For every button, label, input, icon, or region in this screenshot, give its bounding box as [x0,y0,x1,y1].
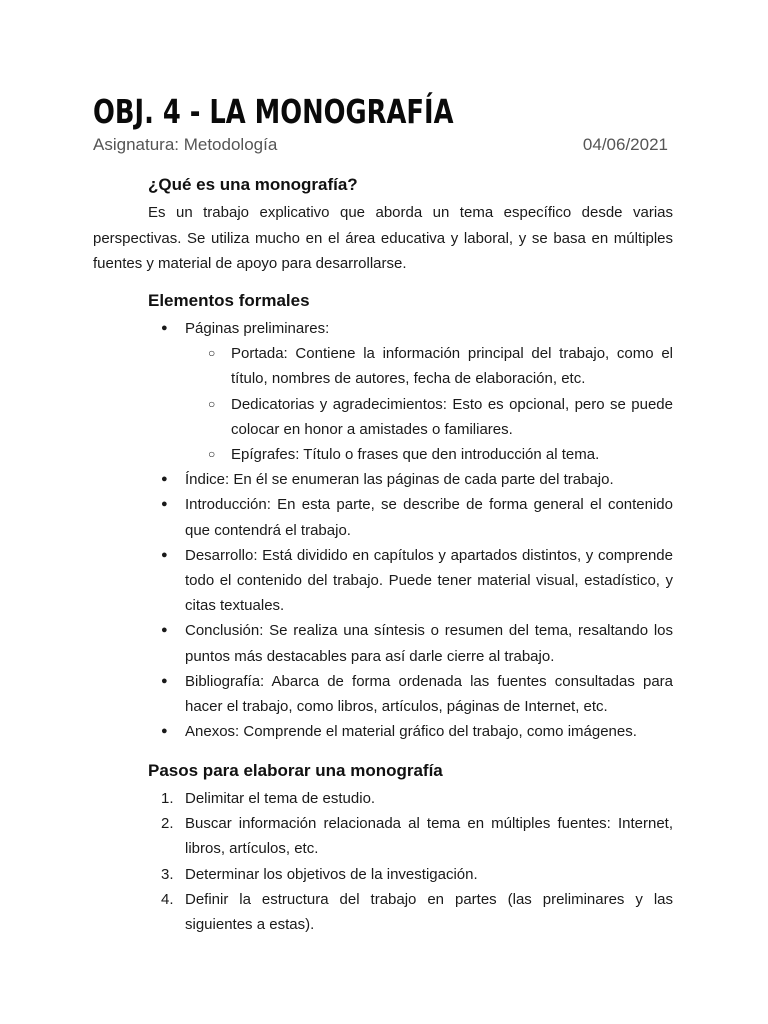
list-item-text: Introducción: En esta parte, se describe de forma general el contenido que contendrá el trabajo. [185,496,673,539]
sublist-item [208,341,673,391]
document-date: 04/06/2021 [582,135,668,154]
step-number: 2. [161,815,174,833]
document-title: OBJ. 4 - LA MONOGRAFÍA [93,92,454,131]
bullet-icon: ● [161,548,168,561]
preliminary-pages-sublist [208,341,673,467]
list-item-text: Conclusión: Se realiza una síntesis o resumen del tema, resaltando los puntos más destacables para así darle cierre al trabajo. [185,622,673,665]
list-item [148,467,673,492]
sublist-item [208,442,673,467]
sublist-item-text: Portada: Contiene la información principal del trabajo, como el título, nombres de autores, fecha de elaboración, etc. [231,345,673,388]
list-item [148,719,673,744]
step-item [148,786,673,811]
list-item-text: Bibliografía: Abarca de forma ordenada las fuentes consultadas para hacer el trabajo, como libros, artículos, páginas de Internet, etc. [185,672,673,716]
step-number: 1. [161,790,174,807]
step-item [148,887,673,937]
sublist-item-text: Dedicatorias y agradecimientos: Esto es opcional, pero se puede colocar en honor a amistades o familiares. [231,395,673,438]
list-item-text: Anexos: Comprende el material gráfico del trabajo, como imágenes. [185,723,637,741]
list-item [148,316,673,467]
sublist-item [208,392,673,442]
steps-list [148,786,673,937]
section-heading-steps: Pasos para elaborar una monografía [148,761,443,780]
bullet-icon: ● [161,725,168,738]
bullet-icon: ● [161,473,168,486]
step-number: 4. [161,890,174,908]
section-heading-formal-elements: Elementos formales [148,291,310,310]
step-text: Buscar información relacionada al tema en múltiples fuentes: Internet, libros, artículos, etc. [185,815,673,858]
definition-paragraph [93,200,673,277]
bullet-icon: ● [161,624,168,637]
step-text: Determinar los objetivos de la investigación. [185,865,478,883]
bullet-icon: ● [161,322,168,334]
bullet-icon: ● [161,498,168,511]
list-item-text: Desarrollo: Está dividido en capítulos y apartados distintos, y comprende todo el contenido del trabajo. Puede tener material visual, estadístico, y citas textuales. [185,546,673,615]
formal-elements-list [148,316,673,744]
step-item [148,811,673,861]
list-item [148,669,673,719]
step-text: Definir la estructura del trabajo en partes (las preliminares y las siguientes a estas). [185,890,673,934]
definition-text: Es un trabajo explicativo que aborda un tema específico desde varias perspectivas. Se utiliza mucho en el área educativa y laboral, y se basa en múltiples fuentes y material de apoyo para desarrollarse. [93,204,673,272]
step-text: Delimitar el tema de estudio. [185,790,376,807]
list-item-text: Índice: En él se enumeran las páginas de cada parte del trabajo. [185,471,614,489]
list-item [148,492,673,542]
document-meta [93,134,668,156]
step-number: 3. [161,865,174,883]
hollow-bullet-icon: ○ [208,346,216,361]
bullet-icon: ● [161,674,168,687]
step-item [148,862,673,887]
sublist-item-text: Epígrafes: Título o frases que den introducción al tema. [231,446,600,464]
hollow-bullet-icon: ○ [208,447,216,462]
subject-label: Asignatura: Metodología [93,135,278,154]
section-heading-what-is: ¿Qué es una monografía? [148,175,358,194]
list-item [148,543,673,619]
hollow-bullet-icon: ○ [208,396,216,411]
list-item [148,618,673,668]
list-item-text: Páginas preliminares: [185,320,330,337]
